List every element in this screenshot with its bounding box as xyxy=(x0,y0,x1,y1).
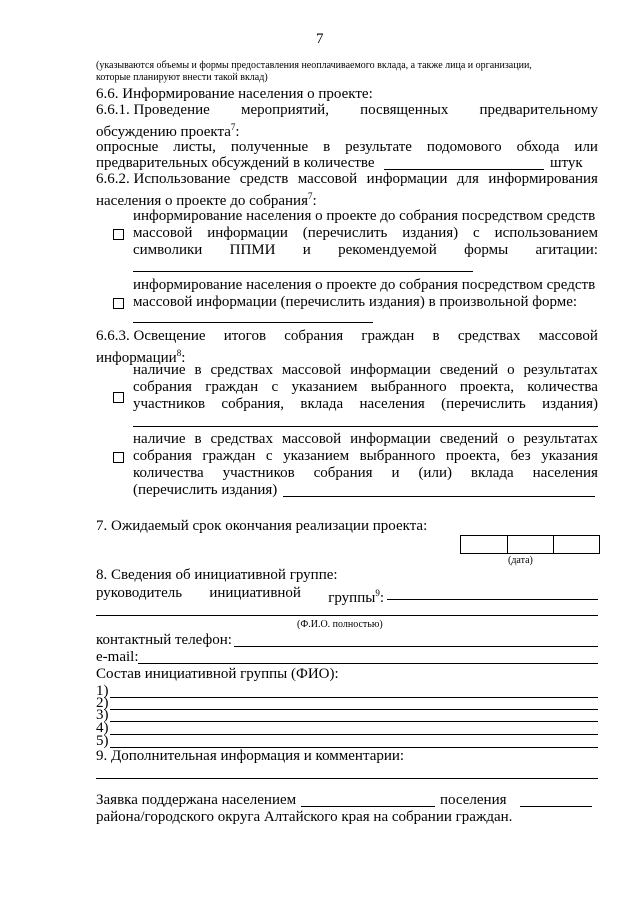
item-6-6-1-line3: опросные листы, полученные в результате подомового обхода или xyxy=(96,139,598,155)
item-6-6-3-line1: 6.6.3. Освещение итогов собрания граждан в средствах массовой xyxy=(96,328,598,344)
option-6-6-3-1-line3: участников собрания, вклада населения (перечислить издания) xyxy=(133,396,598,412)
member-number-5: 5) xyxy=(96,733,109,749)
section-7-heading: 7. Ожидаемый срок окончания реализации проекта: xyxy=(96,518,428,534)
item-6-6-2-line2: населения о проекте до собрания$^7$: xyxy=(96,191,317,209)
member-number-2: 2) xyxy=(96,695,109,711)
option-6-6-2-2-line2: массовой информации (перечислить издания) в произвольной форме: xyxy=(133,294,578,310)
member-input-line-4[interactable] xyxy=(110,734,598,735)
section-9-heading: 9. Дополнительная информация и комментарии: xyxy=(96,748,405,764)
footer-line1-a: Заявка поддержана населением xyxy=(96,792,297,808)
phone-input-line[interactable] xyxy=(234,646,598,647)
option-6-6-2-2-media-line[interactable] xyxy=(133,322,373,323)
footnote-ref: 7 xyxy=(230,122,236,132)
footnote-ref: 9 xyxy=(375,588,380,598)
option-6-6-2-1-line3: символики ППМИ и рекомендуемой формы агитации: xyxy=(133,242,598,258)
item-6-6-3-line2: информации$^8$: xyxy=(96,348,186,366)
member-number-3: 3) xyxy=(96,707,109,723)
leader-input-line-2[interactable] xyxy=(96,615,598,616)
member-number-1: 1) xyxy=(96,683,109,699)
email-input-line[interactable] xyxy=(138,663,598,664)
members-label: Состав инициативной группы (ФИО): xyxy=(96,666,339,682)
option-6-6-3-1-checkbox[interactable] xyxy=(113,392,124,403)
phone-label: контактный телефон: xyxy=(96,632,232,648)
item-6-6-2-line1: 6.6.2. Использование средств массовой информации для информирования xyxy=(96,171,598,187)
option-6-6-2-1-line2: массовой информации (перечислить издания) с использованием xyxy=(133,225,598,241)
section-8-heading: 8. Сведения об инициативной группе: xyxy=(96,567,338,583)
member-input-line-3[interactable] xyxy=(110,721,598,722)
item-6-6-1-line1: 6.6.1. Проведение мероприятий, посвященных предварительному xyxy=(96,102,598,118)
option-6-6-2-1-checkbox[interactable] xyxy=(113,229,124,240)
date-cell-divider xyxy=(507,536,508,553)
quantity-input-line[interactable] xyxy=(384,169,544,170)
note-line-1: (указываются объемы и формы предоставления неоплачиваемого вклада, а также лица и организации, xyxy=(96,60,532,71)
member-input-line-2[interactable] xyxy=(110,709,598,710)
option-6-6-3-2-line1: наличие в средствах массовой информации сведений о результатах xyxy=(133,431,598,447)
quantity-unit: штук xyxy=(550,155,583,171)
member-input-line-1[interactable] xyxy=(110,697,598,698)
option-6-6-3-1-line2: собрания граждан с указанием выбранного проекта, количества xyxy=(133,379,598,395)
date-caption: (дата) xyxy=(508,555,533,566)
settlement-input-line[interactable] xyxy=(520,806,592,807)
item-6-6-1-line2: обсуждению проекта$^7$: xyxy=(96,122,240,140)
footnote-ref: 8 xyxy=(176,348,182,358)
member-number-4: 4) xyxy=(96,720,109,736)
option-6-6-3-2-line2: собрания граждан с указанием выбранного проекта, без указания xyxy=(133,448,598,464)
option-6-6-2-2-checkbox[interactable] xyxy=(113,298,124,309)
option-6-6-3-2-line3: количества участников собрания и (или) вклада населения xyxy=(133,465,598,481)
date-input[interactable] xyxy=(460,535,600,554)
option-6-6-3-2-media-line[interactable] xyxy=(283,496,595,497)
fio-caption: (Ф.И.О. полностью) xyxy=(297,619,383,630)
leader-label: руководитель инициативной группы$^9$: xyxy=(96,585,384,606)
option-6-6-2-1-media-line[interactable] xyxy=(133,271,473,272)
option-6-6-3-2-line4: (перечислить издания) xyxy=(133,482,278,498)
date-cell-divider xyxy=(553,536,554,553)
section-6-6-heading: 6.6. Информирование населения о проекте: xyxy=(96,86,373,102)
footnote-ref: 7 xyxy=(308,191,313,201)
note-line-2: которые планируют внести такой вклад) xyxy=(96,72,268,83)
population-input-line[interactable] xyxy=(301,806,435,807)
option-6-6-2-1-line1: информирование населения о проекте до собрания посредством средств xyxy=(133,208,596,224)
page-number: 7 xyxy=(316,31,324,47)
leader-input-line[interactable] xyxy=(387,599,598,600)
comments-input-line[interactable] xyxy=(96,778,598,779)
item-6-6-1-line4: предварительных обсуждений в количестве xyxy=(96,155,375,171)
footer-line2: района/городского округа Алтайского края на собрании граждан. xyxy=(96,809,513,825)
option-6-6-3-1-media-line[interactable] xyxy=(133,426,598,427)
email-label: e-mail: xyxy=(96,649,139,665)
option-6-6-2-2-line1: информирование населения о проекте до собрания посредством средств xyxy=(133,277,596,293)
option-6-6-3-1-line1: наличие в средствах массовой информации сведений о результатах xyxy=(133,362,598,378)
footer-line1-b: поселения xyxy=(440,792,507,808)
option-6-6-3-2-checkbox[interactable] xyxy=(113,452,124,463)
